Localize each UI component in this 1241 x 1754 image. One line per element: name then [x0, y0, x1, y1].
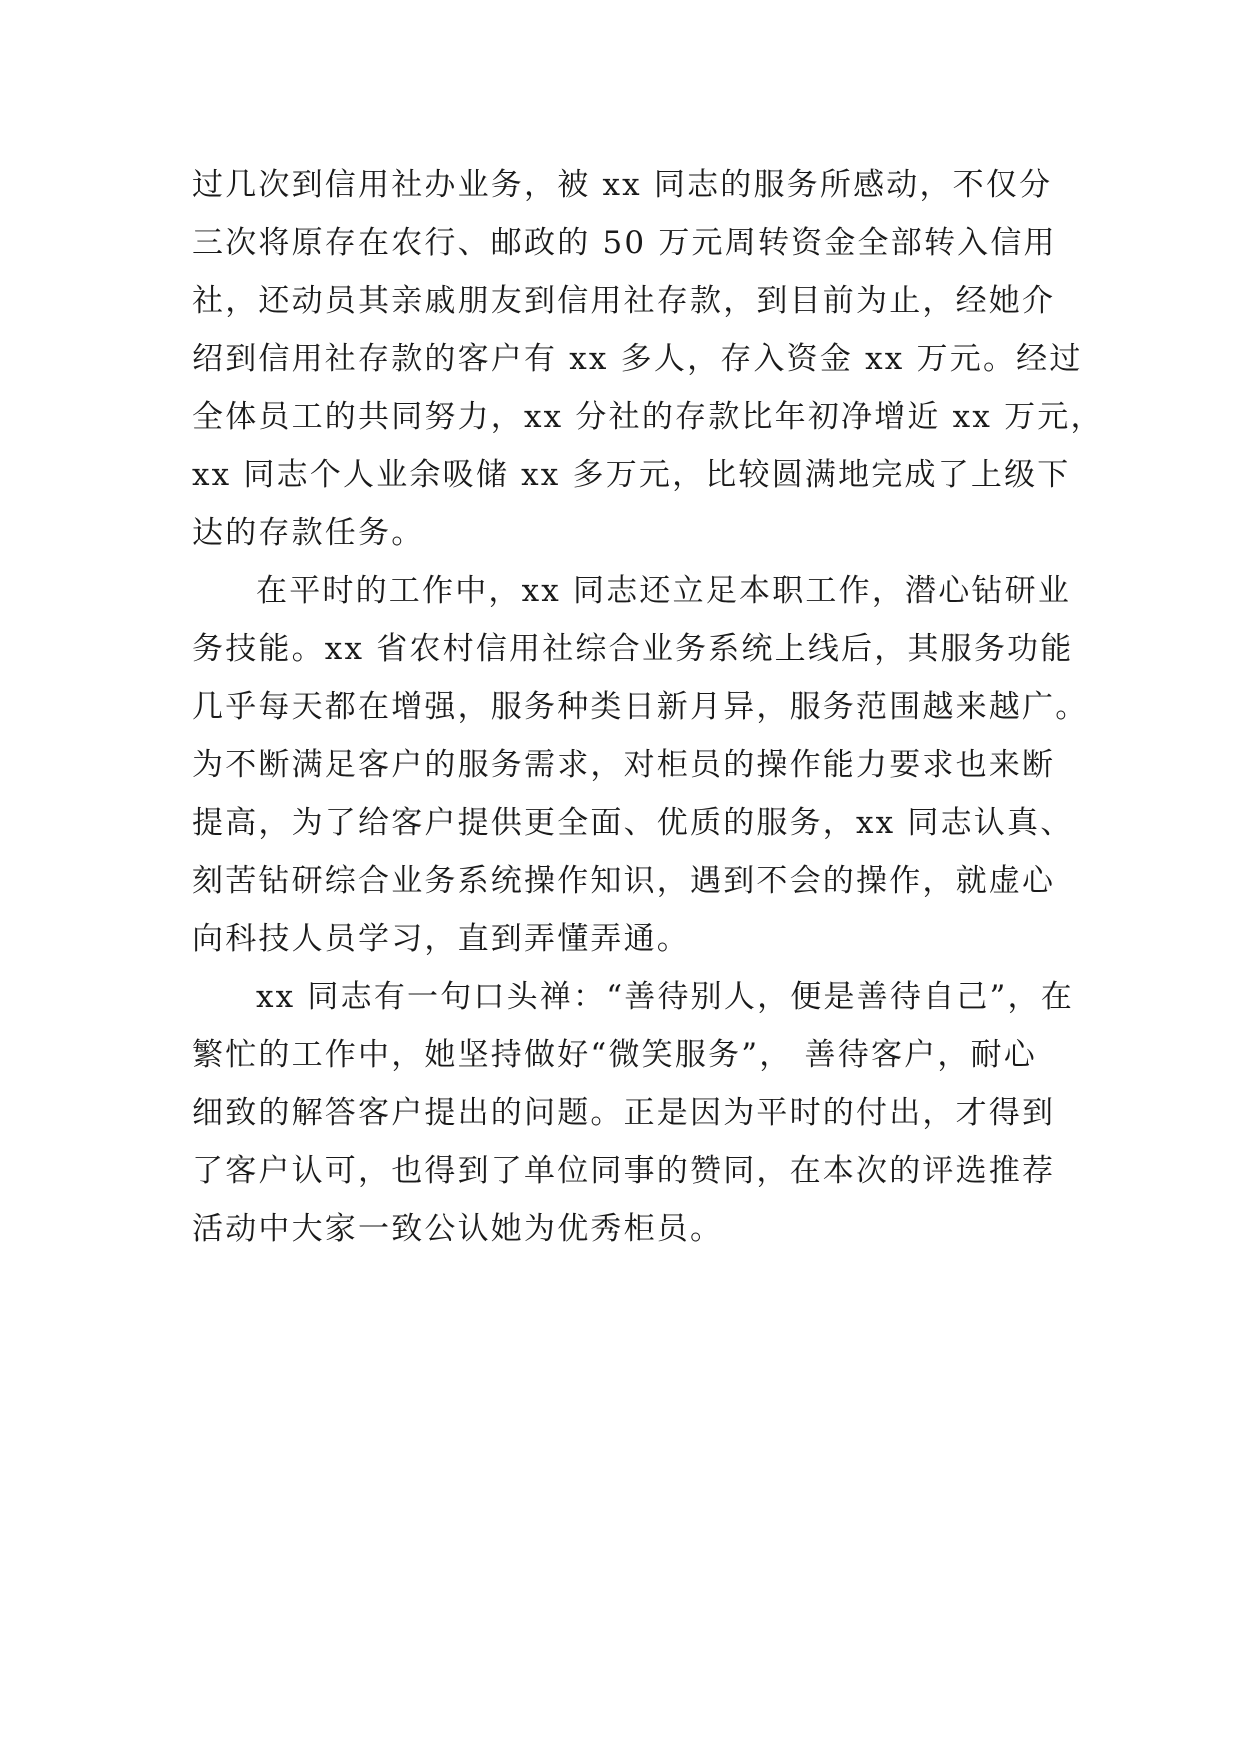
text-line: xx 同志有一句口头禅：“善待别人，便是善待自己”，在 [256, 979, 1074, 1015]
text-line: 在平时的工作中，xx 同志还立足本职工作，潜心钻研业 [256, 573, 1072, 609]
text-line: 为不断满足客户的服务需求，对柜员的操作能力要求也来断 [192, 747, 1056, 783]
text-line: 过几次到信用社办业务，被 xx 同志的服务所感动，不仅分 [192, 167, 1053, 203]
text-line: 社，还动员其亲戚朋友到信用社存款，到目前为止，经她介 [192, 283, 1056, 319]
text-line: 三次将原存在农行、邮政的 50 万元周转资金全部转入信用 [192, 225, 1057, 261]
document-body [192, 156, 1104, 1258]
text-line: 绍到信用社存款的客户有 xx 多人，存入资金 xx 万元。经过 [192, 341, 1083, 377]
text-line: xx 同志个人业余吸储 xx 多万元，比较圆满地完成了上级下 [192, 457, 1071, 493]
text-line: 活动中大家一致公认她为优秀柜员。 [192, 1211, 724, 1247]
paragraph-1 [192, 156, 1104, 562]
text-line: 繁忙的工作中，她坚持做好“微笑服务”， 善待客户，耐心 [192, 1037, 1037, 1073]
text-line: 了客户认可，也得到了单位同事的赞同，在本次的评选推荐 [192, 1153, 1056, 1189]
text-line: 向科技人员学习，直到弄懂弄通。 [192, 921, 690, 957]
text-line: 提高，为了给客户提供更全面、优质的服务，xx 同志认真、 [192, 805, 1074, 841]
text-line: 达的存款任务。 [192, 515, 425, 551]
text-line: 细致的解答客户提出的问题。正是因为平时的付出，才得到 [192, 1095, 1056, 1131]
paragraph-3 [192, 968, 1074, 1258]
paragraph-2 [192, 562, 1089, 968]
text-line: 刻苦钻研综合业务系统操作知识，遇到不会的操作，就虚心 [192, 863, 1056, 899]
text-line: 几乎每天都在增强，服务种类日新月异，服务范围越来越广。 [192, 689, 1089, 725]
text-line: 务技能。xx 省农村信用社综合业务系统上线后，其服务功能 [192, 631, 1074, 667]
text-line: 全体员工的共同努力，xx 分社的存款比年初净增近 xx 万元， [192, 399, 1104, 435]
